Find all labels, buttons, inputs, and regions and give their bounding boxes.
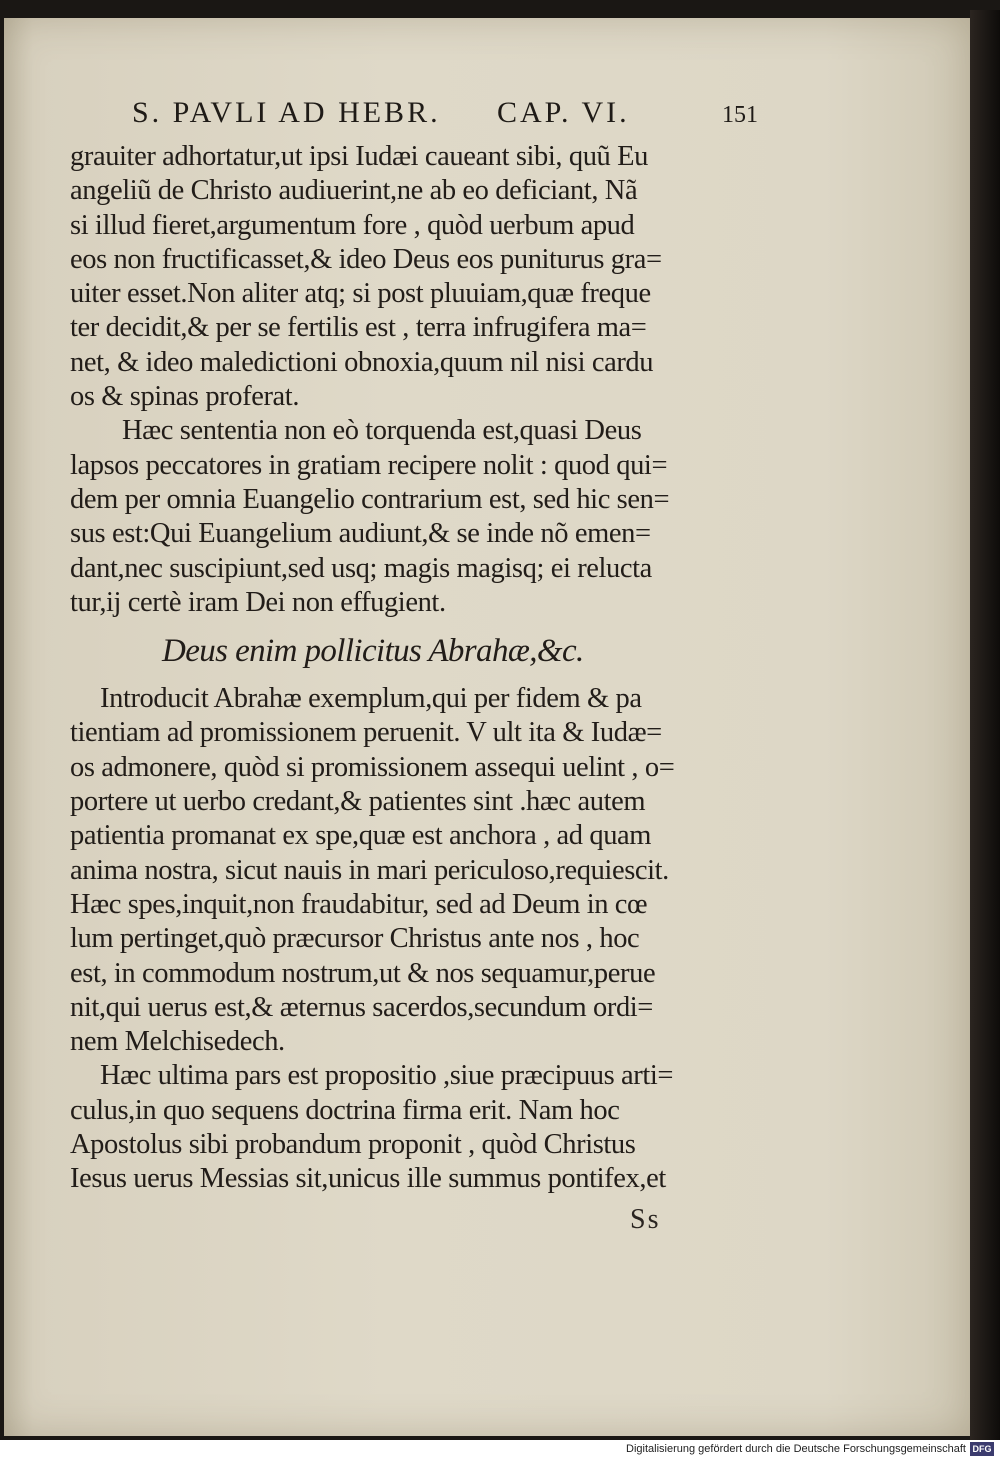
text-line: Introducit Abrahæ exemplum,qui per fidem & pa bbox=[100, 683, 642, 715]
running-head-title: S. PAVLI AD HEBR. bbox=[132, 96, 441, 129]
text-line: nit,qui uerus est,& æternus sacerdos,secundum ordi= bbox=[70, 991, 653, 1023]
text-line: grauiter adhortatur,ut ipsi Iudæi caueant sibi, quũ Eu bbox=[70, 141, 648, 172]
page-number: 151 bbox=[722, 102, 758, 128]
text-line: nem Melchisedech. bbox=[70, 1026, 285, 1058]
text-line: Iesus uerus Messias sit,unicus ille summus pontifex,et bbox=[70, 1163, 666, 1195]
text-line: est, in commodum nostrum,ut & nos sequamur,perue bbox=[70, 957, 656, 989]
text-line: dant,nec suscipiunt,sed usq; magis magisq; ei relucta bbox=[70, 552, 652, 584]
footer-credit: Digitalisierung gefördert durch die Deutsche Forschungsgemeinschaft bbox=[626, 1443, 966, 1455]
text-line: Hæc spes,inquit,non fraudabitur, sed ad Deum in cœ bbox=[70, 888, 648, 920]
text-line: patientia promanat ex spe,quæ est anchora , ad quam bbox=[70, 820, 652, 852]
text-line: lum pertinget,quò præcursor Christus ante nos , hoc bbox=[70, 923, 640, 955]
text-line: os & spinas proferat. bbox=[70, 381, 300, 413]
text-line: os admonere, quòd si promissionem assequi uelint , o= bbox=[70, 751, 675, 783]
text-line: portere ut uerbo credant,& patientes sint .hæc autem bbox=[70, 786, 646, 818]
book-edge bbox=[970, 10, 1000, 1440]
text-line: tur,ij certè iram Dei non effugient. bbox=[70, 586, 446, 618]
paragraph bbox=[70, 682, 770, 1059]
text-line: net, & ideo maledictioni obnoxia,quum nil nisi cardu bbox=[70, 346, 654, 378]
paragraph bbox=[70, 140, 770, 414]
text-line: anima nostra, sicut nauis in mari periculoso,requiescit. bbox=[70, 854, 669, 886]
dfg-logo-icon: DFG bbox=[970, 1442, 994, 1456]
text-line: ter decidit,& per se fertilis est , terra infrugifera ma= bbox=[70, 312, 647, 344]
running-head-chapter: CAP. VI. bbox=[497, 96, 630, 129]
text-line: Hæc sententia non eò torquenda est,quasi Deus bbox=[122, 415, 642, 447]
text-line: lapsos peccatores in gratiam recipere nolit : quod qui= bbox=[70, 449, 668, 481]
text-line: si illud fieret,argumentum fore , quòd uerbum apud bbox=[70, 209, 635, 241]
text-line: angeliũ de Christo audiuerint,ne ab eo deficiant, Nã bbox=[70, 175, 638, 207]
running-head bbox=[132, 96, 772, 136]
paragraph bbox=[70, 414, 770, 620]
text-line: sus est:Qui Euangelium audiunt,& se inde nõ emen= bbox=[70, 518, 651, 550]
body-text bbox=[70, 140, 770, 1197]
text-line: tientiam ad promissionem peruenit. V ult ita & Iudæ= bbox=[70, 717, 662, 749]
text-line: eos non fructificasset,& ideo Deus eos puniturus gra= bbox=[70, 243, 662, 275]
paragraph bbox=[70, 1059, 770, 1196]
text-line: Apostolus sibi probandum proponit , quòd Christus bbox=[70, 1129, 636, 1161]
text-line: dem per omnia Euangelio contrarium est, sed hic sen= bbox=[70, 483, 670, 515]
text-line: Hæc ultima pars est propositio ,siue præcipuus arti= bbox=[100, 1060, 674, 1092]
text-line: uiter esset.Non aliter atq; si post pluuiam,quæ freque bbox=[70, 278, 651, 310]
text-line: culus,in quo sequens doctrina firma erit. Nam hoc bbox=[70, 1094, 620, 1126]
signature-mark: Ss bbox=[630, 1204, 661, 1235]
section-heading: Deus enim pollicitus Abrahæ,&c. bbox=[162, 633, 584, 670]
